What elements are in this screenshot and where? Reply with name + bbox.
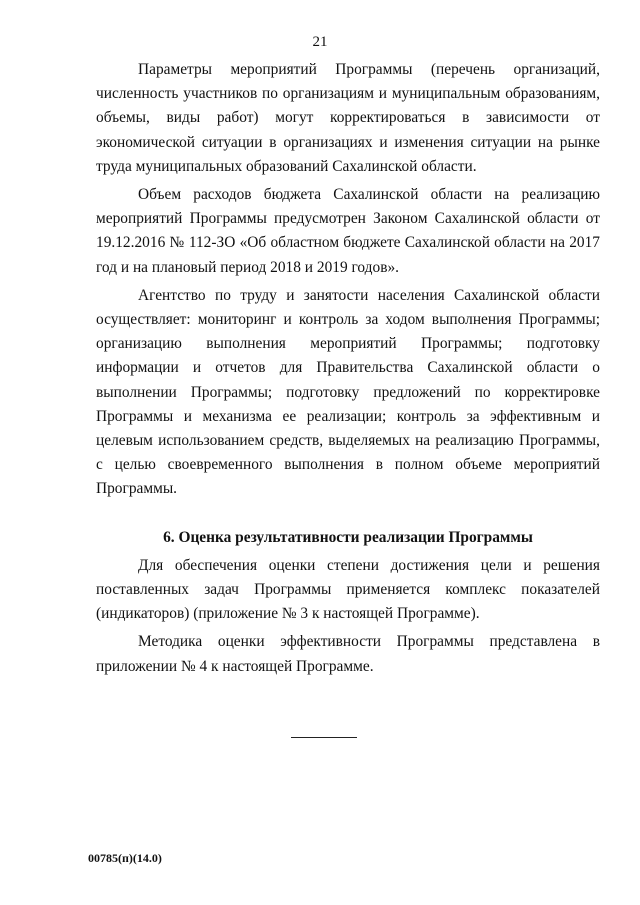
separator-line: [291, 737, 357, 738]
page-number: 21: [312, 34, 328, 50]
section-heading: 6. Оценка результативности реализации Программы: [163, 528, 533, 546]
document-body: [96, 58, 600, 679]
paragraph-budget: Объем расходов бюджета Сахалинской области на реализацию мероприятий Программы предусмотрен Законом Сахалинской области от 19.12.2016 № 112-ЗО «Об областном бюджете Сахалинской области на 2017 год и на плановый период 2018 и 2019 годов».: [96, 186, 600, 276]
paragraph-methodology: Методика оценки эффективности Программы представлена в приложении № 4 к настоящей Программе.: [96, 633, 600, 675]
paragraph-indicators: Для обеспечения оценки степени достижения цели и решения поставленных задач Программы применяется комплекс показателей (индикаторов) (приложение № 3 к настоящей Программе).: [96, 556, 600, 623]
paragraph-agency: Агентство по труду и занятости населения Сахалинской области осуществляет: мониторинг и контроль за ходом выполнения Программы; организацию выполнения мероприятий Программы; подготовку информации и отчетов для Правительства Сахалинской области о выполнении Программы; подготовку предложений по корректировке Программы и механизма ее реализации; контроль за эффективным и целевым использованием средств, выделяемых на реализацию Программы, с целью своевременного выполнения в полном объеме мероприятий Программы.: [96, 286, 600, 498]
document-code: 00785(п)(14.0): [88, 851, 162, 865]
paragraph-parameters: Параметры мероприятий Программы (перечень организаций, численность участников по организациям и муниципальным образованиям, объемы, виды работ) могут корректироваться в зависимости от экономической ситуации в организациях и изменения ситуации на рынке труда муниципальных образований Сахалинской области.: [96, 61, 600, 175]
